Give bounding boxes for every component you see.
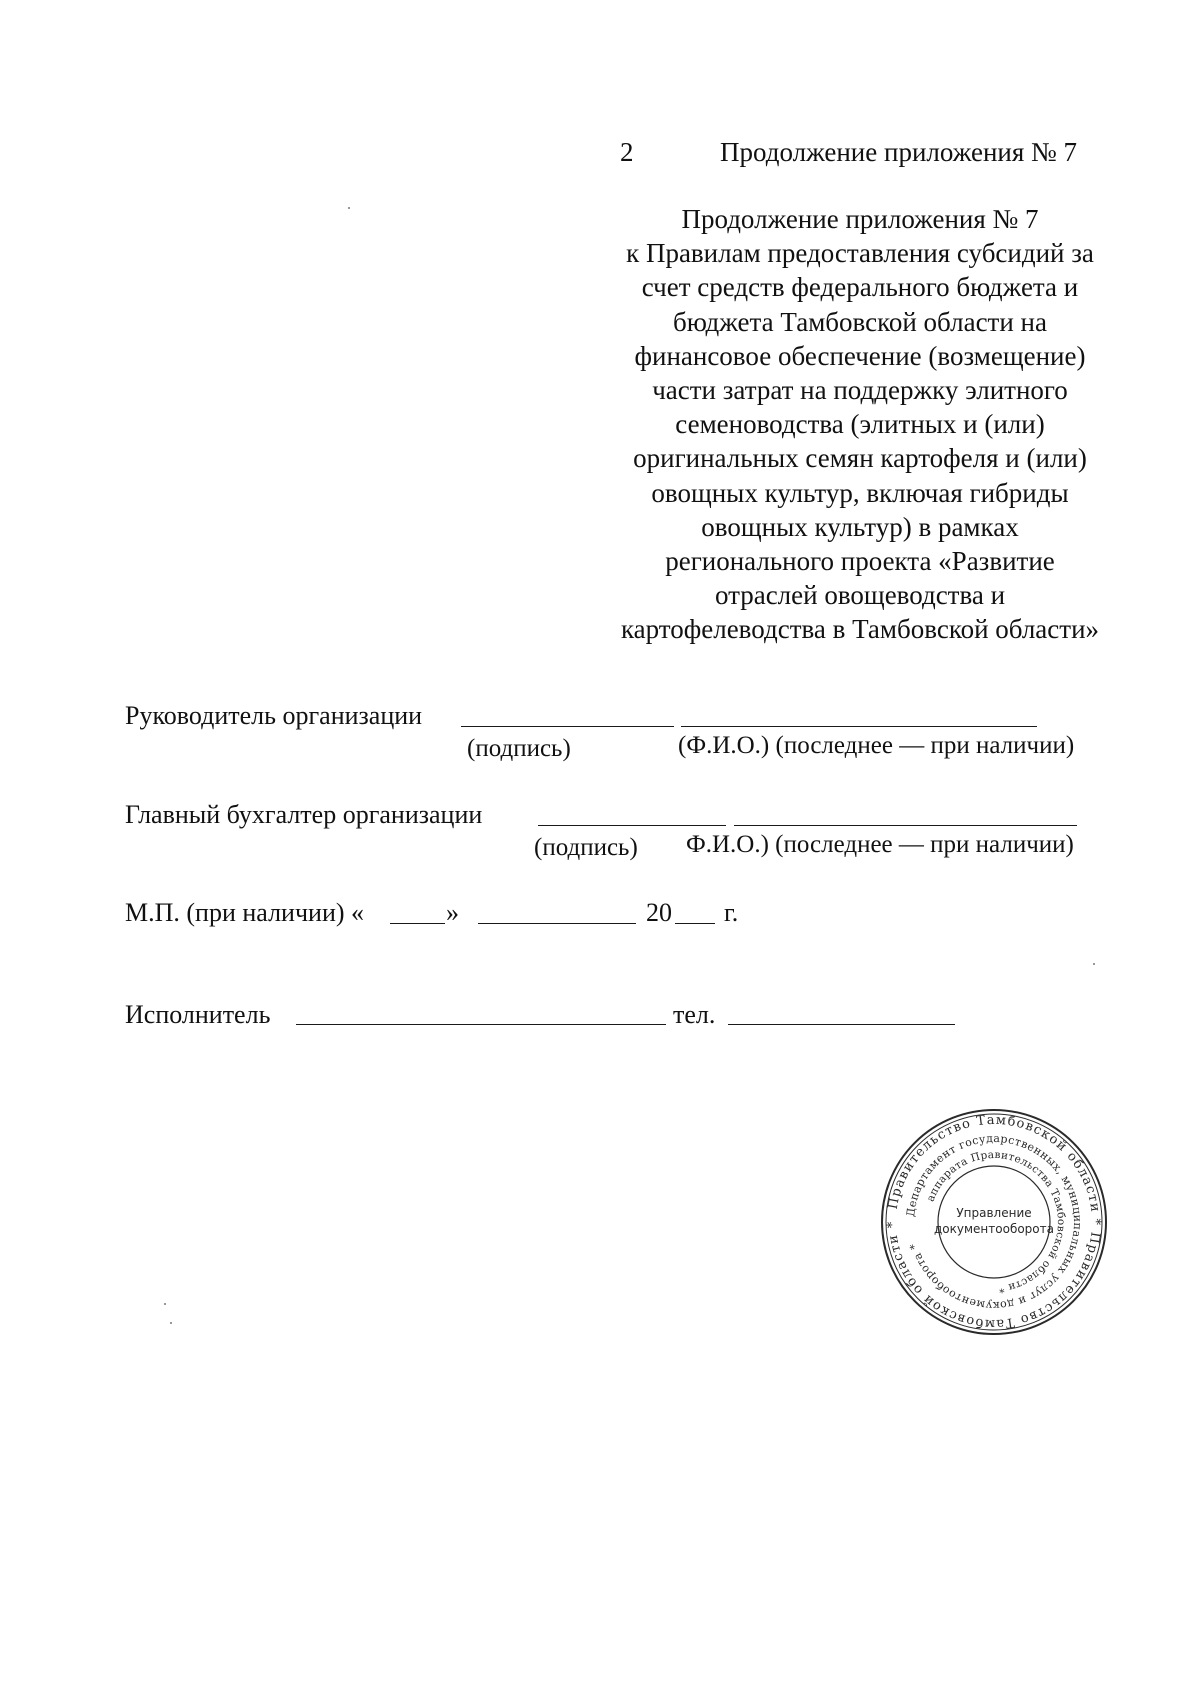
- date-year-suffix: г.: [724, 898, 739, 927]
- appendix-line: регионального проекта «Развитие: [665, 546, 1055, 577]
- stamp-center-line-1: Управление: [956, 1206, 1032, 1220]
- stamp-outer-text: Правительство Тамбовской области * Правительство Тамбовской области *: [884, 1112, 1104, 1332]
- appendix-line: к Правилам предоставления субсидий за: [626, 238, 1094, 269]
- date-day-line[interactable]: [390, 923, 445, 924]
- executor-name-line[interactable]: [296, 1024, 666, 1025]
- date-quote-close: »: [446, 898, 459, 927]
- page-number: 2: [620, 137, 634, 167]
- executor-label: Исполнитель: [125, 1000, 271, 1029]
- appendix-line: овощных культур) в рамках: [701, 511, 1019, 542]
- accountant-label: Главный бухгалтер организации: [125, 800, 483, 829]
- appendix-line: семеноводства (элитных и (или): [675, 409, 1045, 440]
- stamp-middle-text: Департамент государственных, муниципальных услуг и документооборота *: [904, 1131, 1085, 1313]
- date-month-line[interactable]: [478, 923, 636, 924]
- appendix-line: бюджета Тамбовской области на: [672, 306, 1047, 337]
- head-name-line[interactable]: [681, 726, 1037, 727]
- scan-speck: [1093, 963, 1095, 965]
- phone-label: тел.: [673, 1000, 716, 1029]
- head-signature-caption: (подпись): [467, 735, 571, 762]
- accountant-signature-line[interactable]: [538, 825, 726, 826]
- seal-date-label: М.П. (при наличии) «: [125, 898, 365, 927]
- head-name-caption: (Ф.И.О.) (последнее — при наличии): [678, 732, 1075, 759]
- appendix-line: счет средств федерального бюджета и: [641, 272, 1079, 303]
- accountant-name-line[interactable]: [734, 825, 1077, 826]
- official-stamp: [879, 1107, 1109, 1337]
- stamp-inner-text: аппарата Правительства Тамбовской области *: [924, 1148, 1068, 1295]
- date-year-prefix: 20: [646, 898, 672, 927]
- appendix-line: финансовое обеспечение (возмещение): [634, 340, 1086, 371]
- date-year-line[interactable]: [675, 923, 715, 924]
- appendix-heading-block: [600, 202, 1120, 647]
- scan-speck: [348, 207, 350, 209]
- head-signature-line[interactable]: [461, 726, 674, 727]
- appendix-line: овощных культур, включая гибриды: [651, 477, 1069, 508]
- scan-speck: [164, 1303, 166, 1305]
- appendix-line: Продолжение приложения № 7: [681, 204, 1039, 234]
- appendix-line: части затрат на поддержку элитного: [652, 375, 1068, 406]
- scan-speck: [170, 1322, 172, 1324]
- appendix-line: картофелеводства в Тамбовской области»: [620, 614, 1100, 645]
- accountant-signature-caption: (подпись): [534, 834, 638, 861]
- stamp-center-line-2: документооборота: [934, 1222, 1054, 1236]
- running-title: Продолжение приложения № 7: [720, 137, 1078, 167]
- phone-line[interactable]: [728, 1024, 955, 1025]
- appendix-line: оригинальных семян картофеля и (или): [633, 443, 1087, 474]
- accountant-name-caption: Ф.И.О.) (последнее — при наличии): [686, 831, 1074, 858]
- appendix-line: отраслей овощеводства и: [714, 580, 1006, 611]
- head-label: Руководитель организации: [125, 701, 423, 730]
